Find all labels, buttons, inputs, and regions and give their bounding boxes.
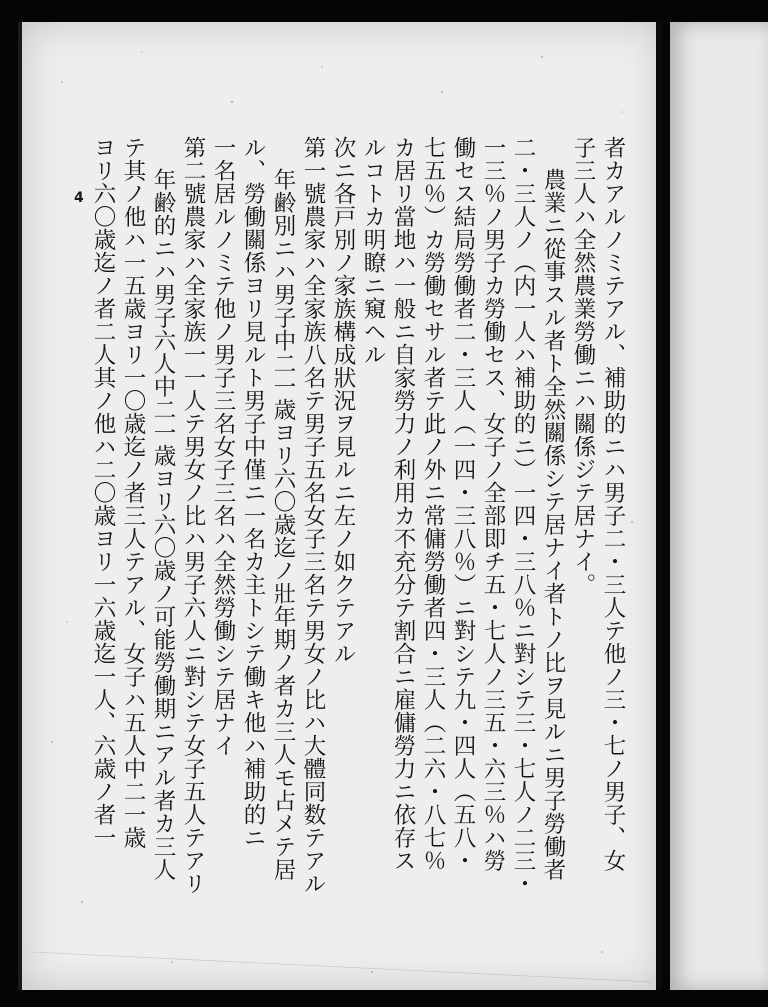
text-column: 二・三人ノ（内一人ハ補助的ニ）一四・三八％ニ對シテ三・七人ノ二三・: [510, 136, 536, 895]
text-column: カ居リ當地ハ一般ニ自家勞力ノ利用カ不充分テ割合ニ雇傭勞力ニ依存ス: [390, 136, 416, 872]
text-column: 第二號農家ハ全家族一一人テ男女ノ比ハ男子六人ニ對シテ女子五人テアリ: [180, 136, 206, 895]
page-number: 4: [74, 190, 84, 206]
text-column: 第一號農家ハ全家族八名テ男子五名女子三名テ男女ノ比ハ大體同数テアル: [300, 136, 326, 895]
text-column: 農業ニ從事スル者ト全然關係シテ居ナイ者トノ比ヲ見ルニ男子勞働者: [540, 168, 566, 881]
text-column: テ其ノ他ハ一五歳ヨリ一〇歳迄ノ者三人テアル、女子ハ五人中二一歳: [120, 136, 146, 849]
text-column: 子三人ハ全然農業勞働ニハ關係ジテ居ナイ。: [570, 136, 596, 596]
text-column: 次ニ各戸別ノ家族構成狀況ヲ見ルニ左ノ如クテアル: [330, 136, 356, 665]
text-column: 者カアルノミテアル、補助的ニハ男子二・三人テ他ノ三・七ノ男子、女: [600, 136, 626, 872]
text-column: 働セス結局勞働者二・三人（一四・三八％）ニ對シテ九・四人（五八・: [450, 136, 476, 872]
text-column: ヨリ六〇歳迄ノ者二人其ノ他ハ二〇歳ヨリ一六歳迄一人、六歳ノ者一: [90, 136, 116, 849]
text-column: ル、勞働關係ヨリ見ルト男子中僅ニ一名カ主トシテ働キ他ハ補助的ニ: [240, 136, 266, 849]
text-column: ルコトカ明瞭ニ窺ヘル: [360, 136, 386, 366]
text-column: 年齢的ニハ男子六人中二一歳ヨリ六〇歳ノ可能勞働期ニアル者カ三人: [150, 168, 176, 881]
text-column: 一三％ノ男子カ勞働セス、女子ノ全部即チ五・七人ノ三五・六三％ハ勞: [480, 136, 506, 872]
text-column: 一名居ルノミテ他ノ男子三名女子三名ハ全然勞働シテ居ナイ: [210, 136, 236, 757]
page-divider: [656, 22, 662, 990]
adjacent-page: [670, 22, 768, 990]
text-column: 七五％）カ勞働セサル者テ此ノ外ニ常傭勞働者四・三人（二六・八七％: [420, 136, 446, 872]
text-column: 年齢別ニハ男子中二一歳ヨリ六〇歳迄ノ壯年期ノ者カ三人モ占メテ居: [270, 168, 296, 881]
